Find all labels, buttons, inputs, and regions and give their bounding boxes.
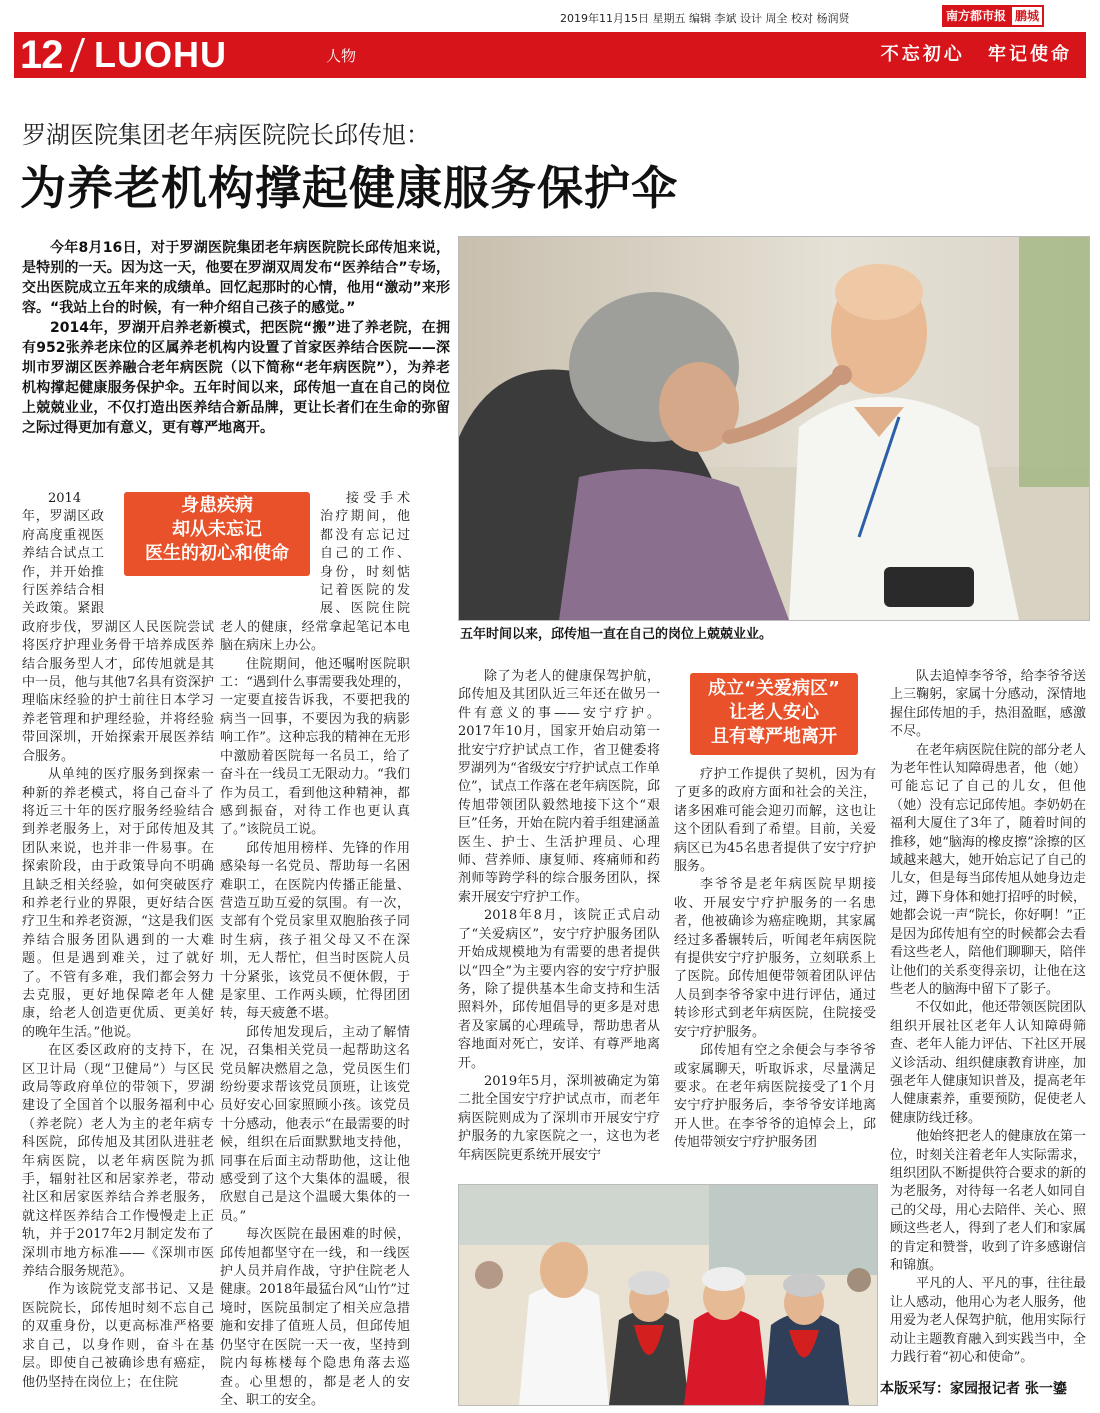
body-paragraph: 住院期间，他还嘱咐医院职工：“遇到什么事需要我处理的，一定要直接告诉我，不要把我的病当一回事，不要因为我的病影响工作”。这种忘我的精神在无形中激励着医院每一名员工，给了奋斗在一线员工无限动力。“我们作为员工，看到他这种精神，都感到振奋，对待工作也更认真了。”该院员工说。: [220, 656, 410, 838]
motto: 不忘初心 牢记使命: [880, 44, 1072, 65]
lead-paragraph: 2014年，罗湖开启养老新模式，把医院“搬”进了养老院，在拥有952张养老床位的区属养老机构内设置了首家医养结合医院——深圳市罗湖区医养融合老年病医院（以下简称“老年病医院”），为养老机构撑起健康服务保护伞。五年时间以来，邱传旭一直在自己的岗位上兢兢业业，不仅打造出医养结合新品牌，更让长者们在生命的弥留之际过得更加有意义，更有尊严地离开。: [22, 320, 450, 436]
body-paragraph: 平凡的人、平凡的事，往往最让人感动，他用心为老人服务，他用爱为老人保驾护航，他用实际行动让主题教育融入到实践当中，全力践行着“初心和使命”。: [890, 1276, 1086, 1366]
newspaper-logo: [942, 5, 1087, 27]
slash-divider: [70, 38, 85, 72]
subhead-line: 成立“关爱病区”: [708, 678, 840, 699]
body-paragraph: 2014年，罗湖区政府高度重视医养结合试点工作，并开始推行医养结合相关政策。紧跟政府步伐，罗湖区人民医院尝试将医疗护理业务骨干培养成医养结合服务型人才，邱传旭就是其中一员，他与其他7名具有资深护理临床经验的护士前往日本学习养老管理和护理经验，并将经验带回深圳，开始探索开展医养结合服务。: [22, 491, 214, 764]
body-paragraph: 李爷爷是老年病医院早期接收、开展安宁疗护服务的一名患者，他被确诊为癌症晚期，其家属经过多番辗转后，听闻老年病医院有提供安宁疗护服务，立刻联系上了医院。邱传旭便带领着团队评估人员到李爷爷家中进行评估，通过转诊形式到老年病医院，住院接受安宁疗护服务。: [674, 877, 876, 1040]
body-paragraph: 他始终把老人的健康放在第一位，时刻关注着老年人实际需求，组织团队不断提供符合要求的新的为老服务，对待每一名老人如同自己的父母，用心去陪伴、关心、照顾这些老人，得到了老人们和家属的肯定和赞誉，收到了许多感谢信和锦旗。: [890, 1129, 1086, 1273]
paper-tag: 鹏城: [1010, 5, 1044, 27]
group-photo-illustration: [459, 1185, 877, 1405]
body-paragraph: 除了为老人的健康保驾护航，邱传旭及其团队近三年还在做另一件有意义的事——安宁疗护。2017年10月，国家开始启动第一批安宁疗护试点工作，省卫健委将罗湖列为“省级安宁疗护试点工作单位”，试点工作落在老年病医院，邱传旭带领团队毅然地接下这个“艰巨”任务，开始在院内着手组建涵盖医生、护士、生活护理员、心理师、营养师、康复师、疼痛师和药剂师等跨学科的综合服务团队，探索开展安宁疗护工作。: [458, 669, 660, 905]
subhead-space: [220, 490, 320, 610]
body-paragraph: 从单纯的医疗服务到探索一种新的养老模式，将自己奋斗了将近三十年的医疗服务经验结合到养老服务上，对于邱传旭及其团队来说，也并非一件易事。在探索阶段，由于政策导向不明确且缺乏相关经验，如何突破医疗和养老行业的界限，更好结合医疗卫生和养老资源，“这是我们医养结合服务团队遇到的一大难题。但是遇到难关，过了就好了。不管有多难，我们都会努力去克服，更好地保障老年人健康，给老人创造更优质、更美好的晚年生活。”他说。: [22, 767, 214, 1040]
column-2: [220, 490, 410, 1410]
subhead-line: 医生的初心和使命: [145, 543, 289, 564]
main-photo: [458, 236, 1090, 621]
body-paragraph: 疗护工作提供了契机，因为有了更多的政府方面和社会的关注，诸多困难可能会迎刃而解，这也让这个团队看到了希望。目前，关爱病区已为45名患者提供了安宁疗护服务。: [674, 767, 876, 875]
body-paragraph: 邱传旭有空之余便会与李爷爷或家属聊天，听取诉求，尽量满足要求。在老年病医院接受了1个月安宁疗护服务后，李爷爷安详地离开人世。在李爷爷的追悼会上，邱传旭带领安宁疗护服务团: [674, 1043, 876, 1151]
byline: 本版采写：家园报记者 张一鎏: [880, 1381, 1067, 1397]
subhead-line: 且有尊严地离开: [711, 726, 837, 747]
paper-name: 南方都市报: [942, 5, 1010, 27]
body-paragraph: 2019年5月，深圳被确定为第二批全国安宁疗护试点市，而老年病医院则成为了深圳市开展安宁疗护服务的九家医院之一，这也为老年病医院更系统开展安宁: [458, 1073, 660, 1163]
body-paragraph: 队去追悼李爷爷，给李爷爷送上三鞠躬，家属十分感动，深情地握住邱传旭的手，热泪盈眶，感激不尽。: [890, 669, 1086, 740]
body-paragraph: 在老年病医院住院的部分老人为老年性认知障碍患者，他（她）可能忘记了自己的儿女，但他（她）没有忘记邱传旭。李奶奶在福利大厦住了3年了，随着时间的推移，她“脑海的橡皮擦”涂擦的区域越来越大，她开始忘记了自己的儿女，但是每当邱传旭从她身边走过，蹲下身体和她打招呼的时候，她都会说一声“院长，你好啊！”正是因为邱传旭有空的时候都会去看看这些老人，陪他们聊聊天，陪伴让他们的关系变得亲切，让他在这些老人的脑海中留下了影子。: [890, 742, 1086, 997]
section-banner: [14, 32, 1086, 78]
section-topic: 人物: [326, 47, 357, 65]
subhead-space: [104, 490, 214, 610]
dateline: 2019年11月15日 星期五 编辑 李斌 设计 周全 校对 杨润贤: [560, 12, 850, 25]
column-1: [22, 490, 214, 1392]
body-paragraph: 接受手术治疗期间，他都没有忘记过自己的工作、身份，时刻惦记着医院的发展、医院住院老人的健康，经常拿起笔记本电脑在病床上办公。: [220, 491, 410, 654]
subhead-line: 身患疾病: [181, 495, 253, 516]
body-paragraph: 邱传旭用榜样、先锋的作用感染每一名党员、帮助每一名困难职工，在医院内传播正能量、营造互助互爱的氛围。有一次，支部有个党员家里双胞胎孩子同时生病，孩子祖父母又不在深圳，无人帮忙，但当时医院人员十分紧张，该党员不便休假，于是家里、工作两头顾，忙得团团转，每天疲惫不堪。: [220, 840, 410, 1022]
column-4: [674, 766, 876, 1153]
article-headline: 为养老机构撑起健康服务保护伞: [20, 161, 678, 215]
body-paragraph: 不仅如此，他还带领医院团队组织开展社区老年人认知障碍筛查、老年人能力评估、下社区开展义诊活动、组织健康教育讲座，加强老年人健康知识普及，提高老年人健康素养，重要预防，促使老人健康防线迁移。: [890, 1000, 1086, 1126]
body-paragraph: 邱传旭发现后，主动了解情况，召集相关党员一起帮助这名党员解决燃眉之急，党员医生们纷纷要求帮该党员顶班，让该党员好安心回家照顾小孩。该党员十分感动，他表示“在最需要的时候，组织在后面默默地支持他，同事在后面主动帮助他，这让他感受到了这个大集体的温暖，很欣慰自己是这个温暖大集体的一员。”: [220, 1024, 410, 1224]
body-paragraph: 在区委区政府的支持下，在区卫计局（现“卫健局”）与区民政局等政府单位的带领下，罗湖建设了全国首个以服务福利中心（养老院）老人为主的老年病专科医院，邱传旭及其团队进驻老年病医院，以老年病医院为抓手，辐射社区和居家养老，带动社区和居家医养结合养老服务，就这样医养结合工作慢慢走上正轨，并于2017年2月制定发布了深圳市地方标准——《深圳市医养结合服务规范》。: [22, 1043, 214, 1280]
group-photo: [458, 1184, 878, 1406]
lead-paragraph: 今年8月16日，对于罗湖医院集团老年病医院院长邱传旭来说，是特别的一天。因为这一天，他要在罗湖双周发布“医养结合”专场，交出医院成立五年来的成绩单。回忆起那时的心情，他用“激动”来形容。“我站上台的时候，有一种介绍自己孩子的感觉。”: [22, 240, 450, 316]
body-paragraph: 作为该院党支部书记、又是医院院长，邱传旭时刻不忘自己的双重身份，以更高标准严格要求自己，以身作则，奋斗在基层。即使自己被确诊患有癌症，他仍坚持在岗位上；在住院: [22, 1282, 214, 1390]
page-number: 12: [20, 33, 63, 77]
section-name: LUOHU: [94, 34, 227, 75]
column-5: [890, 668, 1086, 1367]
photo-illustration: [459, 237, 1089, 620]
body-paragraph: 每次医院在最困难的时候，邱传旭都坚守在一线，和一线医护人员并肩作战，守护住院老人健康。2018年最猛台风“山竹”过境时，医院虽制定了相关应急措施和安排了值班人员，但邱传旭仍坚守在医院一天一夜，坚持到院内每栋楼每个隐患角落去巡查。心里想的，都是老人的安全、职工的安全。: [220, 1227, 410, 1408]
column-3: [458, 668, 660, 1165]
subhead-line: 让老人安心: [729, 702, 819, 723]
article-kicker: 罗湖医院集团老年病医院院长邱传旭：: [22, 121, 430, 149]
photo-caption: 五年时间以来，邱传旭一直在自己的岗位上兢兢业业。: [460, 627, 773, 642]
body-paragraph: 2018年8月，该院正式启动了“关爱病区”，安宁疗护服务团队开始成规模地为有需要的患者提供以“四全”为主要内容的安宁疗护服务，除了提供基本生命支持和生活照料外，邱传旭倡导的更多是对患者及家属的心理疏导，帮助患者从容地面对死亡，安详、有尊严地离开。: [458, 908, 660, 1071]
lead-paragraphs: [22, 238, 450, 438]
subhead-box: [690, 673, 858, 755]
subhead-line: 却从未忘记: [172, 519, 262, 540]
